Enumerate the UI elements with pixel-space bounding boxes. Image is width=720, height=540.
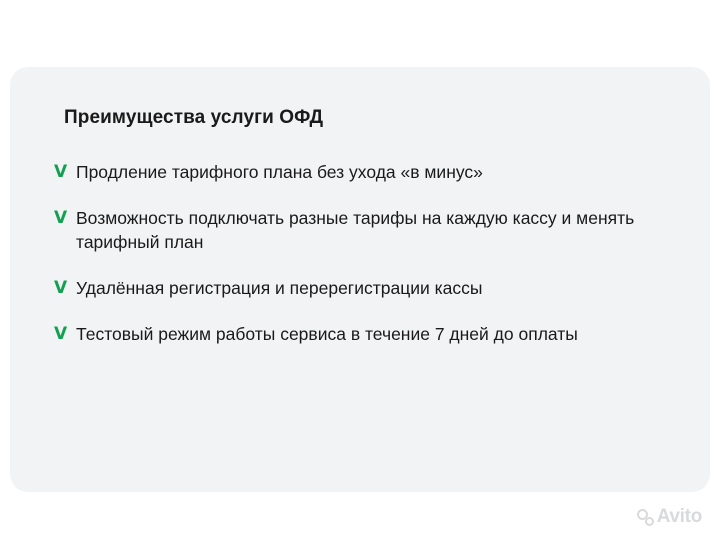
list-item-label: Возможность подключать разные тарифы на каждую кассу и менять тарифный план [76,207,635,252]
list-item-label: Удалённая регистрация и перерегистрации кассы [76,277,483,298]
avito-watermark [637,506,702,528]
benefits-card [10,67,710,492]
card-content [54,107,674,346]
benefits-list [54,160,674,346]
avito-watermark-label: Avito [656,506,702,527]
list-item-label: Тестовый режим работы сервиса в течение 7 дней до оплаты [76,323,578,344]
list-item [54,276,674,300]
card-title: Преимущества услуги ОФД [64,107,324,128]
check-icon: V [54,323,68,344]
list-item-label: Продление тарифного плана без ухода «в минус» [76,161,483,182]
list-item [54,160,674,184]
check-icon: V [54,277,68,298]
list-item [54,322,674,346]
check-icon: V [54,161,68,182]
avito-logo-icon [637,509,654,526]
list-item [54,206,674,254]
check-icon: V [54,207,68,228]
